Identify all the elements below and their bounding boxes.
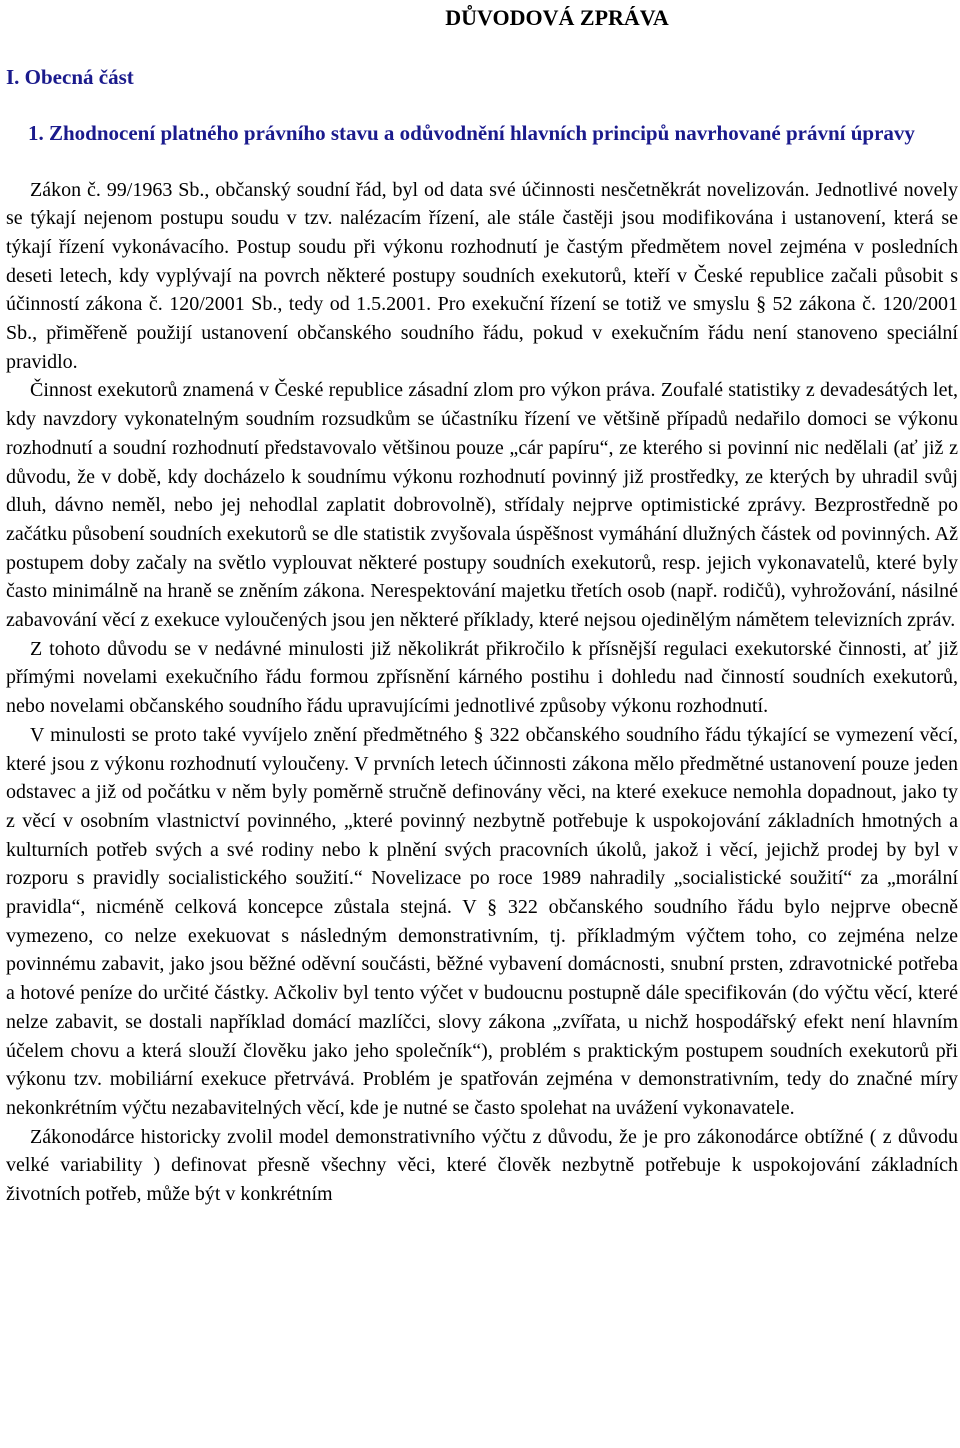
paragraph-5: Zákonodárce historicky zvolil model demonstrativního výčtu z důvodu, že je pro zákonodárce obtížné ( z důvodu velké variability ) definovat přesně všechny věci, které člověk nezbytně potřebuje k uspokojování základních životních potřeb, může být v konkrétním [6, 1125, 958, 1206]
part-heading: I. Obecná část [6, 65, 134, 89]
paragraph-2: Činnost exekutorů znamená v České republice zásadní zlom pro výkon práva. Zoufalé statistiky z devadesátých let, kdy navzdory vykonatelným soudním rozsudkům se účastníku řízení ve většině případů nedařilo domoci se výkonu rozhodnutí a soudní rozhodnutí představovalo většinou pouze „cár papíru“, ze kterého si povinní nic nedělali (ať již z důvodu, že v době, kdy docházelo k soudnímu výkonu rozhodnutí povinný již prostředky, ze kterých by uhradil svůj dluh, dávno neměl, nebo jej nehodlal zaplatit dobrovolně), střídaly nejprve optimistické zprávy. Bezprostředně po začátku působení soudních exekutorů se dle statistik zvyšovala úspěšnost vymáhání dlužných částek od povinných. Až postupem doby začaly na světlo vyplouvat některé postupy soudních exekutorů, resp. jejich vykonavatelů, které byly často minimálně na hraně se zněním zákona. Nerespektování majetku třetích osob (např. rodičů), vyhrožování, násilné zabavování věcí z exekuce vyloučených jsou jen některé příklady, které nejsou ojedinělým námětem televizních zpráv. [6, 379, 958, 632]
document-body [6, 176, 958, 1209]
paragraph-4: V minulosti se proto také vyvíjelo znění předmětného § 322 občanského soudního řádu týkající se vymezení věcí, které jsou z výkonu rozhodnutí vyloučeny. V prvních letech účinnosti zákona mělo předmětné ustanovení pouze jeden odstavec a již od počátku v něm byly poměrně stručně definovány věci, na které exekuce nemohla dopadnout, jako ty z věcí v osobním vlastnictví povinného, „které povinný nezbytně potřebuje k uspokojování základních hmotných a kulturních potřeb svých a své rodiny nebo k plnění svých pracovních úkolů, jakož i věcí, jejichž prodej by byl v rozporu s pravidly socialistického soužití.“ Novelizace po roce 1989 nahradily „socialistické soužití“ za „morální pravidla“, nicméně celková koncepce zůstala stejná. V § 322 občanského soudního řádu bylo nejprve obecně vymezeno, co nelze exekuovat s následným demonstrativním, tj. příkladmým výčtem toho, co zejména nelze povinnému zabavit, jako jsou běžné oděvní součásti, běžné vybavení domácnosti, snubní prsten, zdravotnické potřeba a hotové peníze do určité částky. Ačkoliv byl tento výčet v budoucnu postupně dále specifikován (do výčtu věcí, které nelze zabavit, se dostali například domácí mazlíčci, slovy zákona „zvířata, u nichž hospodářský efekt není hlavním účelem chovu a která slouží člověku jako jeho společník“), problém s praktickým postupem soudních exekutorů při výkonu tzv. mobiliární exekuce přetrvává. Problém je spatřován zejména v demonstrativním, tedy do značné míry nekonkrétním výčtu nezabavitelných věcí, kde je nutné se často spolehat na uvážení vykonavatele. [6, 723, 958, 1119]
paragraph-3: Z tohoto důvodu se v nedávné minulosti již několikrát přikročilo k přísnější regulaci exekutorské činnosti, ať již přímými novelami exekučního řádu formou zpřísnění kárného postihu i dohledu nad činností soudních exekutorů, nebo novelami občanského soudního řádu upravujícími jednotlivé způsoby výkonu rozhodnutí. [6, 637, 958, 718]
document-title: DŮVODOVÁ ZPRÁVA [445, 5, 669, 30]
paragraph-1: Zákon č. 99/1963 Sb., občanský soudní řád, byl od data své účinnosti nesčetněkrát novelizován. Jednotlivé novely se týkají nejenom postupu soudu v tzv. nalézacím řízení, ale stále častěji jsou modifikována i ustanovení, která se týkají řízení vykonávacího. Postup soudu při výkonu rozhodnutí je častým předmětem novel zejména v posledních deseti letech, kdy vyplývají na povrch některé postupy soudních exekutorů, kteří v České republice začali působit s účinností zákona č. 120/2001 Sb., tedy od 1.5.2001. Pro exekuční řízení se totiž ve smyslu § 52 zákona č. 120/2001 Sb., přiměřeně použijí ustanovení občanského soudního řádu, pokud v exekučním řádu není stanoveno speciální pravidlo. [6, 178, 958, 373]
document-page [6, 0, 958, 1209]
section-heading: 1. Zhodnocení platného právního stavu a odůvodnění hlavních principů navrhované právní úpravy [28, 121, 915, 145]
